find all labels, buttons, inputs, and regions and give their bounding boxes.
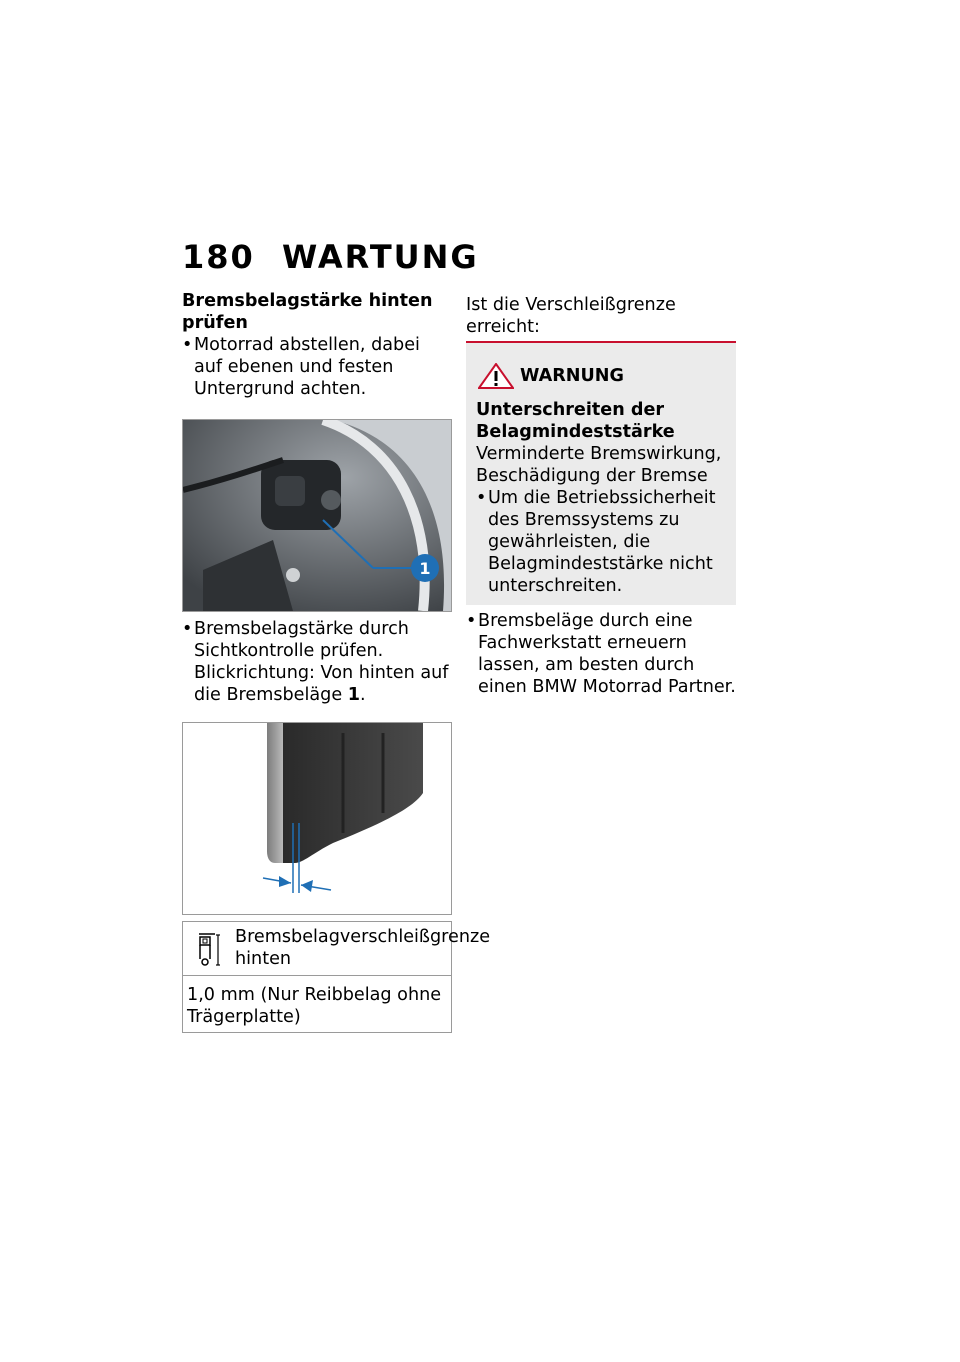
brake-pad-wear-diagram <box>182 722 452 915</box>
warning-consequence: Verminderte Bremswirkung, Beschädigung der Bremse <box>476 444 722 486</box>
bullet-text: Bremsbelagstärke durch Sichtkontrolle prüfen. <box>194 619 409 661</box>
left-column-lower <box>182 618 452 706</box>
wear-limit-spec-table <box>182 921 491 1033</box>
figure-callout-1: 1 <box>419 559 431 578</box>
section-title: WARTUNG <box>282 238 479 276</box>
bullet-text: Motorrad abstellen, dabei auf ebenen und festen Untergrund achten. <box>194 335 420 399</box>
bullet-dot: • <box>182 335 193 355</box>
spec-label: Bremsbelagverschleißgrenze hinten <box>235 927 491 969</box>
bullet-park-motorcycle <box>182 334 452 400</box>
bullet-dot: • <box>466 611 477 631</box>
left-column <box>182 290 452 400</box>
bullet-visual-check <box>182 618 452 706</box>
warning-box <box>466 341 736 605</box>
warning-action <box>476 487 734 597</box>
page-number: 180 <box>182 238 255 276</box>
sentence-end: . <box>360 685 366 705</box>
subheading: Bremsbelagstärke hinten prüfen <box>182 291 433 333</box>
warning-signal-word: WARNUNG <box>520 366 624 386</box>
bullet-dot: • <box>182 619 193 639</box>
direction-text: Von hinten auf die Bremsbeläge <box>194 663 449 705</box>
bullet-replace-pads <box>466 610 738 698</box>
bullet-text: Bremsbeläge durch eine Fachwerkstatt erneuern lassen, am besten durch einen BMW Motorrad Partner. <box>478 611 736 697</box>
warning-action-text: Um die Betriebssicherheit des Bremssystems zu gewährleisten, die Belagmindeststärke nicht unterschreiten. <box>488 488 716 596</box>
brake-caliper-photo <box>182 419 452 612</box>
warning-triangle-icon <box>478 363 514 389</box>
right-column-intro <box>466 294 738 338</box>
warning-body <box>476 399 734 597</box>
direction-label: Blickrichtung: <box>194 663 315 683</box>
spec-label-row <box>183 922 491 976</box>
bullet-dot: • <box>476 488 487 508</box>
brake-pad-illustration <box>183 723 451 914</box>
warning-title: Unterschreiten der Belagmindeststärke <box>476 400 675 442</box>
right-column-lower <box>466 610 738 698</box>
intro-text: Ist die Verschleißgrenze erreicht: <box>466 295 676 337</box>
brake-caliper-illustration <box>183 420 451 611</box>
caliper-measure-icon <box>197 931 221 967</box>
spec-value: 1,0 mm (Nur Reibbelag ohne Trägerplatte) <box>187 985 442 1027</box>
reference-number: 1 <box>347 685 361 705</box>
